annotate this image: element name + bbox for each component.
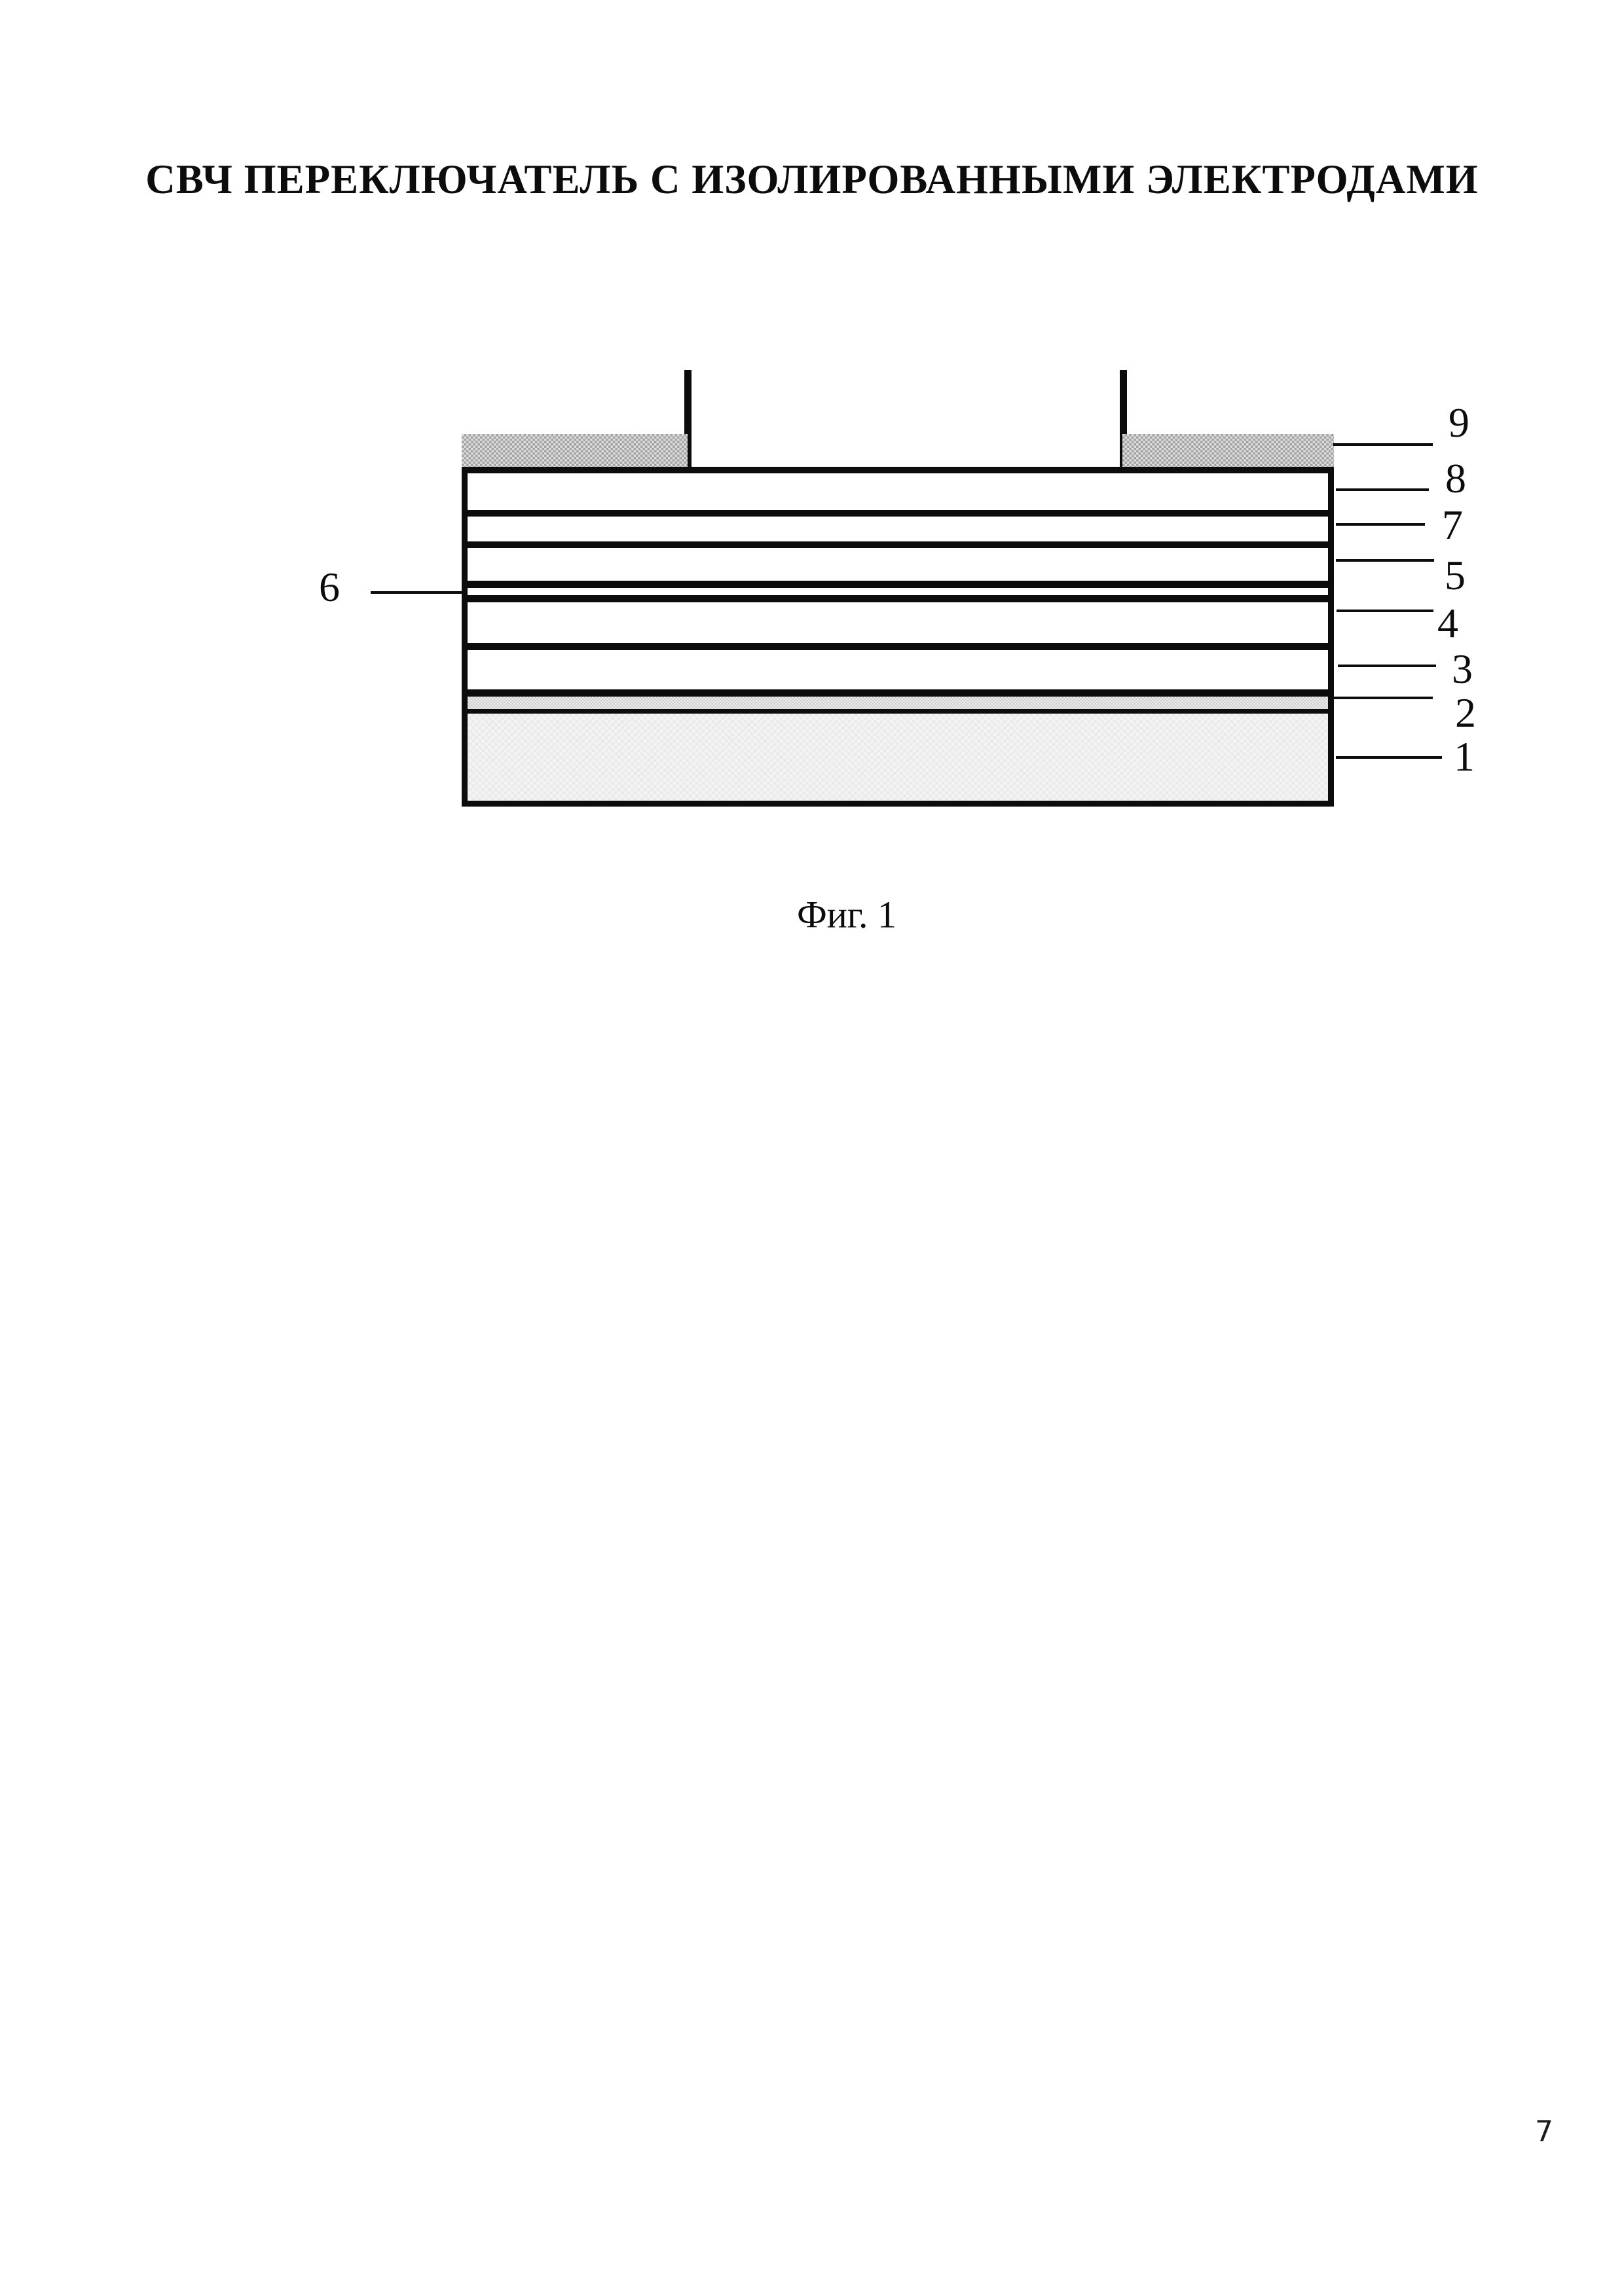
ref-label-3: 3	[1452, 646, 1473, 692]
layer-6-thin	[468, 588, 1328, 595]
layer-divider	[468, 541, 1328, 548]
ref-label-7: 7	[1442, 501, 1463, 548]
layer-divider	[468, 689, 1328, 697]
ref-label-1: 1	[1454, 733, 1475, 780]
layer-divider	[468, 643, 1328, 650]
page-title: СВЧ ПЕРЕКЛЮЧАТЕЛЬ С ИЗОЛИРОВАННЫМИ ЭЛЕКТРОДАМИ	[145, 156, 1479, 202]
layer-9-pad-right	[1122, 434, 1334, 467]
stack-bottom-border	[468, 801, 1328, 807]
layer-divider	[468, 709, 1328, 714]
ref-label-2: 2	[1455, 689, 1476, 736]
leader-line-1	[1336, 756, 1442, 759]
figure-caption: Фиг. 1	[796, 893, 897, 936]
leader-line-5	[1336, 559, 1434, 562]
layer-3	[468, 650, 1328, 689]
ref-label-8: 8	[1445, 455, 1466, 501]
page-number: 7	[1535, 2115, 1553, 2149]
layer-7	[468, 517, 1328, 541]
leader-line-9	[1333, 443, 1433, 446]
ref-label-6: 6	[319, 564, 340, 610]
ref-label-9: 9	[1449, 399, 1469, 446]
layer-2-thin-gray	[468, 697, 1328, 709]
layer-9-pad-left	[462, 434, 688, 467]
stack-top-border	[468, 467, 1328, 473]
leader-line-8	[1336, 488, 1429, 491]
leader-line-2	[1333, 697, 1433, 699]
layer-4	[468, 602, 1328, 643]
layer-divider	[468, 595, 1328, 602]
layer-8	[468, 473, 1328, 510]
ref-label-5: 5	[1445, 552, 1466, 598]
layer-divider	[468, 581, 1328, 588]
layer-stack	[462, 467, 1334, 807]
leader-line-6	[371, 591, 463, 594]
layer-5	[468, 548, 1328, 581]
ref-label-4: 4	[1437, 600, 1458, 646]
layer-1-substrate	[468, 714, 1328, 801]
layer-divider	[468, 510, 1328, 517]
leader-line-3	[1338, 665, 1436, 667]
leader-line-4	[1337, 610, 1433, 612]
leader-line-7	[1336, 523, 1425, 526]
